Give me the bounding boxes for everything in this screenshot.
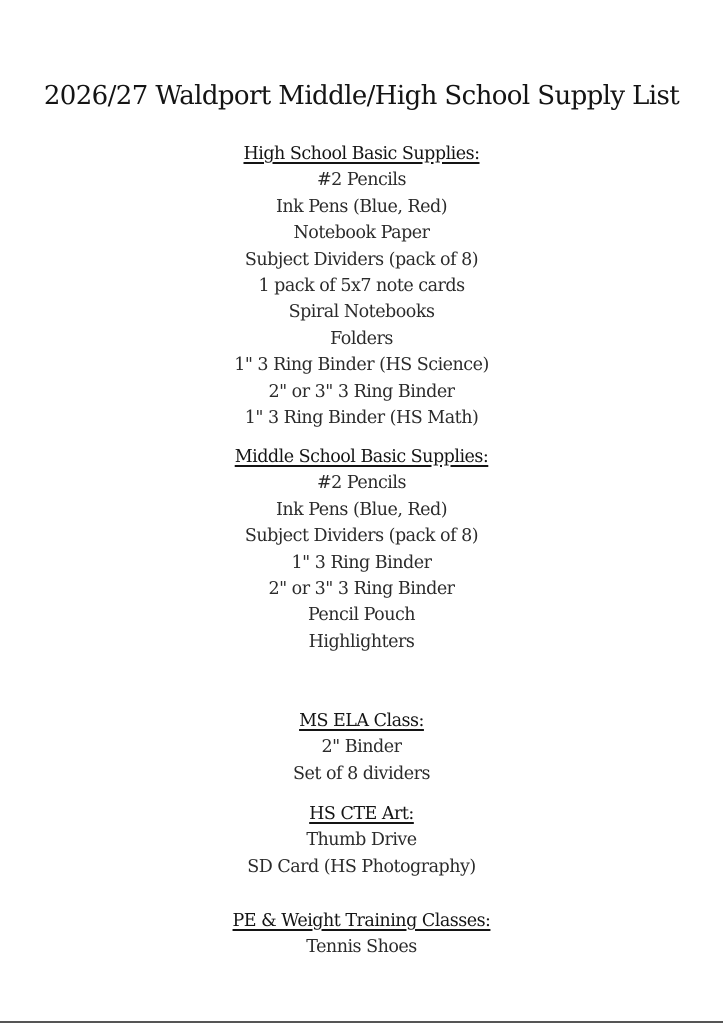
- list-item: 1" 3 Ring Binder: [291, 552, 432, 573]
- supply-items-list: [0, 167, 723, 431]
- list-item: SD Card (HS Photography): [247, 856, 476, 877]
- list-item: 1 pack of 5x7 note cards: [258, 275, 465, 296]
- list-item: #2 Pencils: [317, 170, 406, 191]
- section-heading: Middle School Basic Supplies:: [234, 447, 489, 467]
- section-pe-weight-training: [0, 908, 723, 961]
- supply-items-list: [0, 734, 723, 787]
- section-heading: PE & Weight Training Classes:: [232, 911, 491, 931]
- section-heading: High School Basic Supplies:: [243, 144, 480, 164]
- list-item: Pencil Pouch: [307, 605, 416, 626]
- list-item: Subject Dividers (pack of 8): [244, 249, 479, 270]
- list-item: Notebook Paper: [293, 223, 430, 244]
- supply-items-list: [0, 934, 723, 960]
- list-item: Ink Pens (Blue, Red): [275, 499, 448, 520]
- section-heading: MS ELA Class:: [299, 711, 424, 731]
- section-hs-basic-supplies: [0, 141, 723, 431]
- list-item: 2" or 3" 3 Ring Binder: [268, 578, 455, 599]
- list-item: 2" Binder: [321, 737, 402, 758]
- section-heading: HS CTE Art:: [309, 804, 414, 824]
- document-title: 2026/27 Waldport Middle/High School Supply List: [43, 81, 680, 111]
- list-item: Set of 8 dividers: [293, 763, 430, 784]
- list-item: 2" or 3" 3 Ring Binder: [268, 381, 455, 402]
- list-item: Subject Dividers (pack of 8): [244, 526, 479, 547]
- bottom-edge-rule: [0, 1021, 723, 1023]
- list-item: 1" 3 Ring Binder (HS Science): [234, 355, 489, 376]
- section-ms-ela-class: [0, 708, 723, 787]
- list-item: Tennis Shoes: [306, 937, 417, 958]
- list-item: Folders: [330, 328, 393, 349]
- list-item: Highlighters: [308, 631, 415, 652]
- list-item: #2 Pencils: [317, 473, 406, 494]
- list-item: Thumb Drive: [306, 830, 417, 851]
- section-hs-cte-art: [0, 801, 723, 880]
- list-item: Spiral Notebooks: [288, 302, 435, 323]
- list-item: 1" 3 Ring Binder (HS Math): [244, 407, 479, 428]
- supply-items-list: [0, 827, 723, 880]
- list-item: Ink Pens (Blue, Red): [275, 196, 448, 217]
- supply-items-list: [0, 470, 723, 655]
- section-ms-basic-supplies: [0, 444, 723, 655]
